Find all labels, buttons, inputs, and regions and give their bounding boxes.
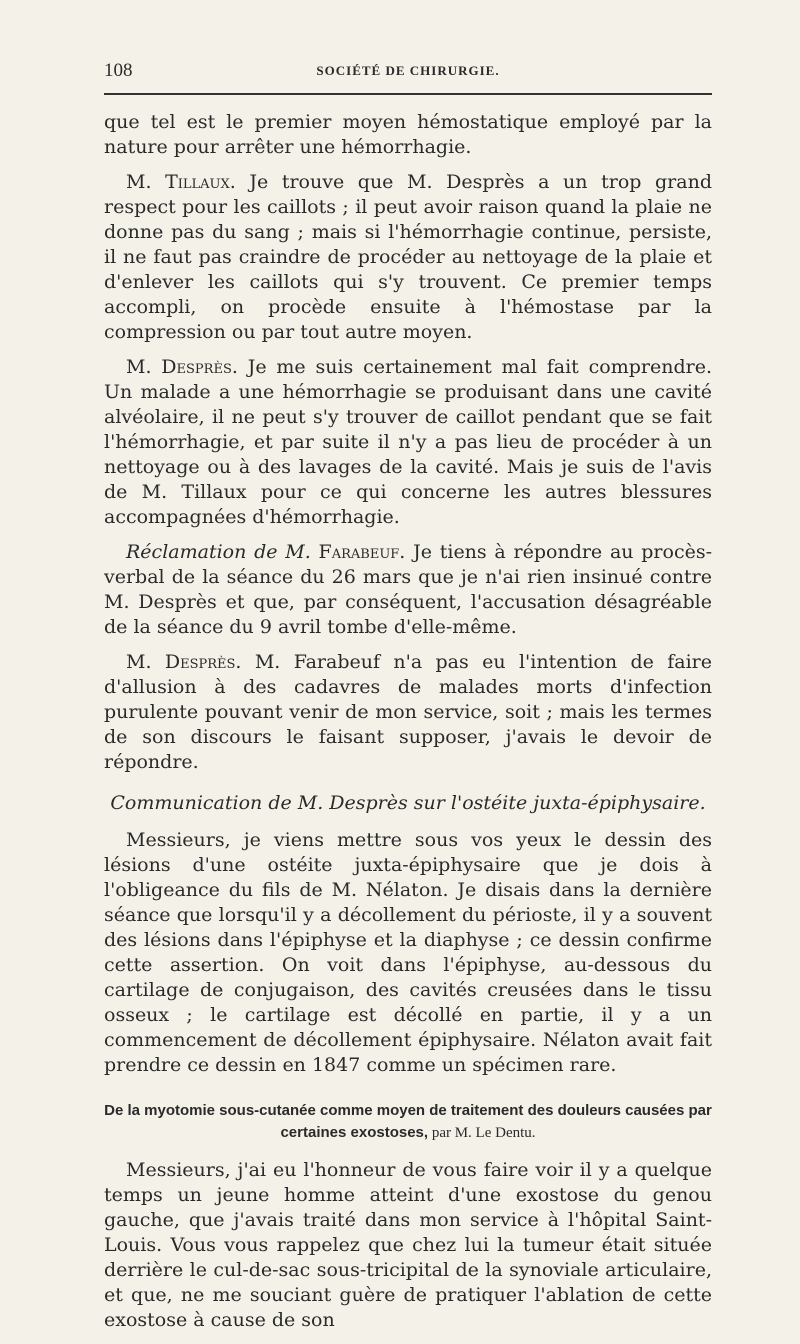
paragraph-communication: Messieurs, je viens mettre sous vos yeux le dessin des lésions d'une ostéite juxta-épiphysaire que je dois à l'obligeance du fils de M. Nélaton. Je disais dans la dernière séance que lorsqu'il y a décollement du périoste, il y a souvent des lésions dans l'épiphyse et la diaphyse ; ce dessin confirme cette assertion. On voit dans l'épiphyse, au-dessous du cartilage de conjugaison, des cavités creusées dans le tissu osseux ; le cartilage est décollé en partie, il y a un commencement de décollement épiphysaire. Nélaton avait fait prendre ce dessin en 1847 comme un spécimen rare. bbox=[104, 829, 712, 1076]
paragraph-despres-reply bbox=[104, 650, 712, 775]
page-number: 108 bbox=[104, 60, 133, 81]
reclamation-heading: Réclamation de M. bbox=[126, 541, 311, 563]
paragraph-tillaux bbox=[104, 170, 712, 345]
speaker-name: M. Desprès. bbox=[126, 651, 242, 673]
speaker-name: M. Desprès. bbox=[126, 356, 238, 378]
communication-heading: Communication de M. Desprès sur l'ostéite juxta-épiphysaire. bbox=[110, 792, 706, 814]
paragraph-farabeuf bbox=[104, 540, 712, 640]
paragraph-despres bbox=[104, 355, 712, 530]
section-title-text: De la myotomie sous-cutanée comme moyen de traitement des douleurs causées par certaines exostoses, bbox=[104, 1102, 712, 1141]
section-title bbox=[104, 1100, 712, 1144]
section-byline: par M. Le Dentu. bbox=[428, 1125, 536, 1141]
speaker-name: Farabeuf. bbox=[310, 541, 406, 563]
paragraph-le-dentu: Messieurs, j'ai eu l'honneur de vous faire voir il y a quelque temps un jeune homme atteint d'une exostose du genou gauche, que j'avais traité dans mon service à l'hôpital Saint-Louis. Vous vous rappelez que chez lui la tumeur était située derrière le cul-de-sac sous-tricipital de la synoviale articulaire, et que, ne me souciant guère de pratiquer l'ablation de cette exostose à cause de son bbox=[104, 1159, 712, 1331]
header-rule bbox=[104, 93, 712, 95]
paragraph-text: Je tiens à répondre au procès-verbal de la séance du 26 mars que je n'ai rien insinué contre M. Desprès et que, par conséquent, l'accusation désagréable de la séance du 9 avril tombe d'elle-même. bbox=[104, 541, 713, 638]
paragraph-text: M. Farabeuf n'a pas eu l'intention de faire d'allusion à des cadavres de malades morts d'infection purulente pouvant venir de mon service, soit ; mais les termes de son discours le faisant supposer, j'avais le devoir de répondre. bbox=[104, 651, 712, 773]
paragraph: que tel est le premier moyen hémostatique employé par la nature pour arrêter une hémorrhagie. bbox=[104, 111, 712, 158]
speaker-name: M. Tillaux. bbox=[126, 171, 236, 193]
running-head: SOCIÉTÉ DE CHIRURGIE. bbox=[316, 63, 500, 78]
paragraph-text: Je trouve que M. Desprès a un trop grand respect pour les caillots ; il peut avoir raison quand la plaie ne donne pas du sang ; mais si l'hémorrhagie continue, persiste, il ne faut pas craindre de procéder au nettoyage de la plaie et d'enlever les caillots qui s'y trouvent. Ce premier temps accompli, on procède ensuite à l'hémostase par la compression ou par tout autre moyen. bbox=[104, 171, 712, 343]
page-body bbox=[104, 110, 712, 1333]
page-header bbox=[104, 60, 712, 84]
paragraph-text: Je me suis certainement mal fait comprendre. Un malade a une hémorrhagie se produisant dans une cavité alvéolaire, il ne peut s'y trouver de caillot pendant que se fait l'hémorrhagie, et par suite il n'y a pas lieu de procéder à un nettoyage ou à des lavages de la cavité. Mais je suis de l'avis de M. Tillaux pour ce qui concerne les autres blessures accompagnées d'hémorrhagie. bbox=[104, 356, 712, 528]
